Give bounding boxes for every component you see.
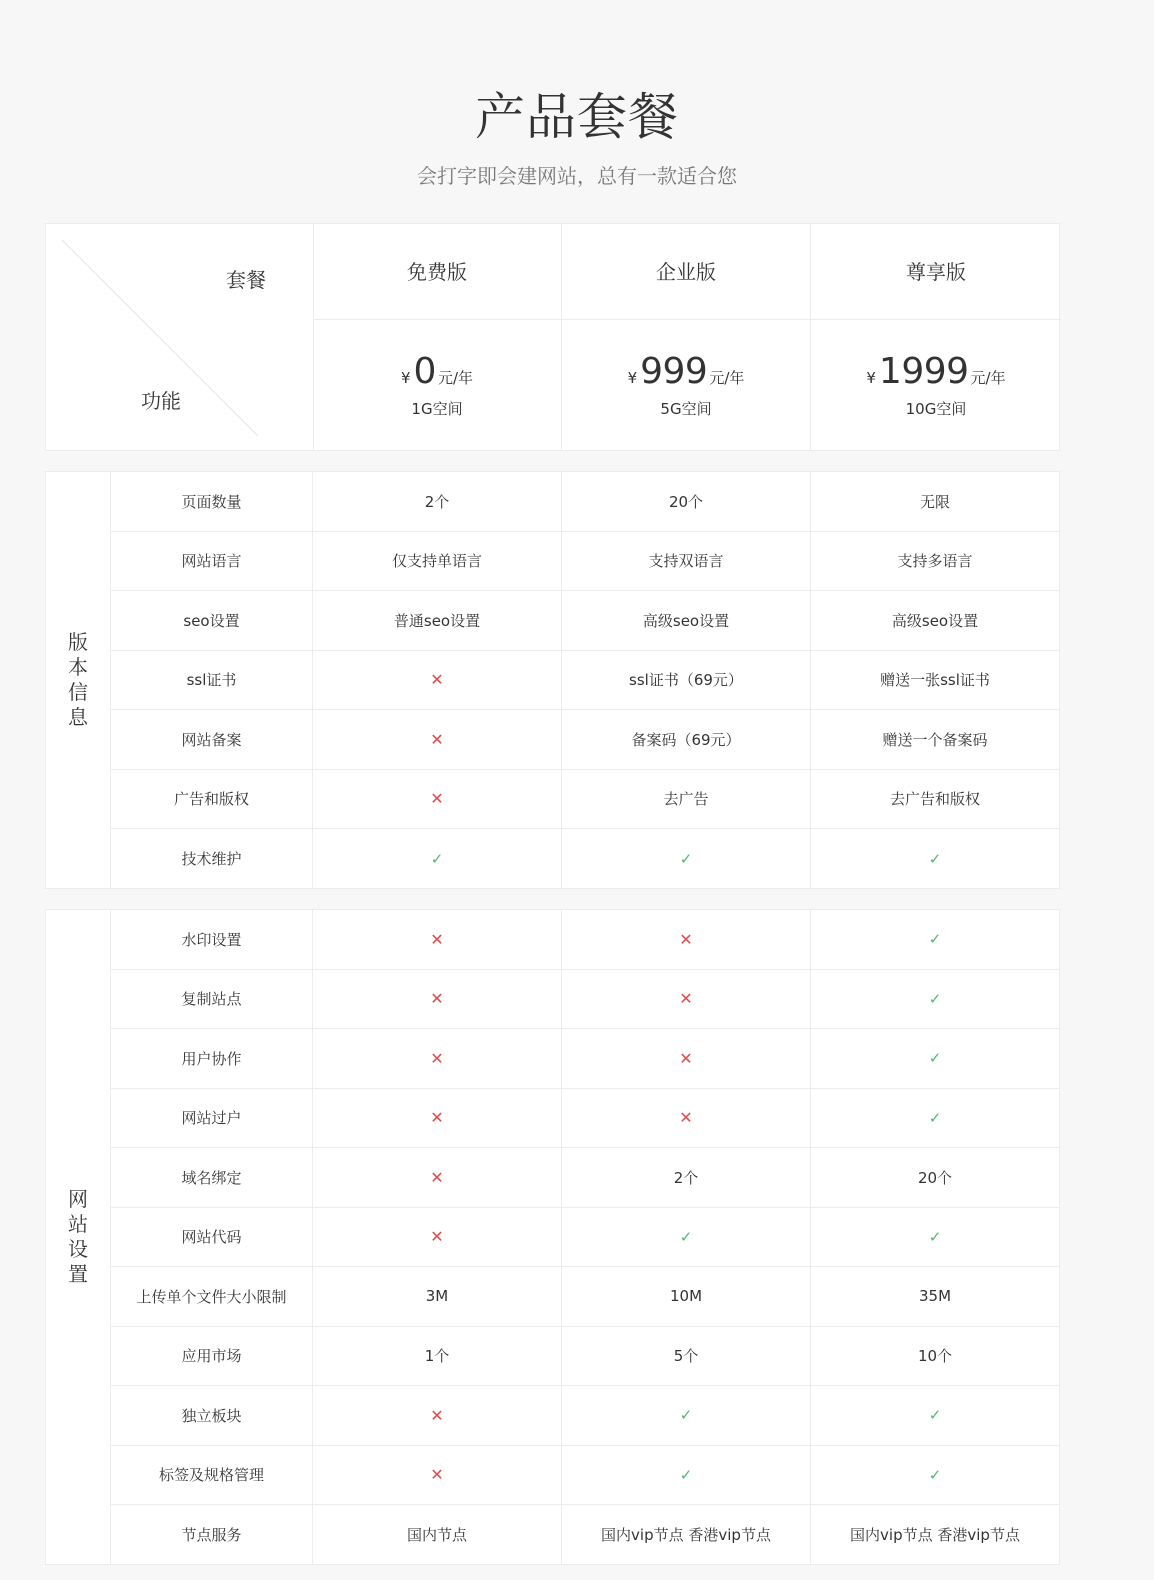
- feature-name: 网站过户: [111, 1089, 313, 1148]
- table-row: [111, 1446, 1059, 1506]
- header-corner-cell: [46, 224, 314, 450]
- price-amount: 999: [640, 351, 708, 392]
- cross-icon: ✕: [313, 1386, 562, 1445]
- feature-rows: [111, 472, 1059, 889]
- cross-icon: ✕: [562, 1089, 811, 1148]
- feature-name: 网站语言: [111, 532, 313, 591]
- check-icon: ✓: [928, 1108, 942, 1127]
- table-row: [111, 1267, 1059, 1327]
- table-row: [111, 970, 1059, 1030]
- feature-name: 域名绑定: [111, 1148, 313, 1207]
- page-subtitle: 会打字即会建网站，总有一款适合您: [417, 164, 737, 188]
- feature-name: 网站代码: [111, 1208, 313, 1267]
- feature-name: 复制站点: [111, 970, 313, 1029]
- feature-value: 备案码（69元）: [562, 710, 811, 769]
- feature-value: 国内vip节点 香港vip节点: [850, 1526, 1020, 1545]
- table-row: [111, 770, 1059, 830]
- feature-value: 10个: [917, 1347, 953, 1366]
- table-row: [111, 591, 1059, 651]
- plan-column-free: [313, 224, 562, 450]
- check-icon: ✓: [928, 930, 942, 949]
- cross-icon: ✕: [313, 1089, 562, 1148]
- price-amount: 1999: [878, 351, 969, 392]
- feature-value: 支持多语言: [897, 552, 973, 571]
- feature-value: 20个: [917, 1168, 953, 1187]
- check-icon: ✓: [928, 1049, 942, 1068]
- currency-symbol: ¥: [400, 369, 411, 387]
- feature-value: 35M: [918, 1287, 952, 1306]
- plan-price: [313, 350, 561, 394]
- feature-value: 高级seo设置: [891, 611, 979, 630]
- cross-icon: ✕: [313, 651, 562, 710]
- table-row: [111, 532, 1059, 592]
- feature-value: 国内节点: [313, 1505, 562, 1565]
- feature-value: 2个: [313, 472, 562, 531]
- cross-icon: ✕: [313, 1208, 562, 1267]
- feature-name: 技术维护: [111, 829, 313, 889]
- feature-value: 2个: [562, 1148, 811, 1207]
- plan-price: [811, 350, 1061, 394]
- cross-icon: ✕: [313, 770, 562, 829]
- price-unit: 元/年: [437, 369, 473, 387]
- feature-value: 赠送一个备案码: [882, 730, 988, 749]
- feature-value: 5个: [562, 1327, 811, 1386]
- plan-price: [562, 350, 810, 394]
- plan-space: 1G空间: [411, 400, 463, 418]
- feature-value: ssl证书（69元）: [562, 651, 811, 710]
- table-row: [111, 829, 1059, 889]
- feature-value: 3M: [313, 1267, 562, 1326]
- cross-icon: ✕: [313, 1029, 562, 1088]
- feature-value: 支持双语言: [562, 532, 811, 591]
- plan-header: [45, 223, 1060, 451]
- check-icon: ✓: [562, 1386, 811, 1445]
- feature-value: 去广告: [562, 770, 811, 829]
- table-row: [111, 1505, 1059, 1565]
- check-icon: ✓: [562, 1446, 811, 1505]
- check-icon: ✓: [928, 989, 942, 1008]
- feature-value: 国内vip节点 香港vip节点: [562, 1505, 811, 1565]
- feature-value: 20个: [562, 472, 811, 531]
- feature-value: 去广告和版权: [889, 790, 980, 809]
- feature-name: 独立板块: [111, 1386, 313, 1445]
- table-row: [111, 1327, 1059, 1387]
- check-icon: ✓: [928, 849, 942, 868]
- group-label: [46, 472, 111, 888]
- cross-icon: ✕: [313, 970, 562, 1029]
- feature-value: 普通seo设置: [313, 591, 562, 650]
- check-icon: ✓: [928, 1227, 942, 1246]
- feature-name: 上传单个文件大小限制: [111, 1267, 313, 1326]
- cross-icon: ✕: [313, 1148, 562, 1207]
- price-unit: 元/年: [970, 369, 1006, 387]
- table-row: [111, 1148, 1059, 1208]
- plan-axis-label: 套餐: [226, 268, 266, 292]
- feature-value: 赠送一张ssl证书: [880, 671, 990, 690]
- table-row: [111, 472, 1059, 532]
- price-unit: 元/年: [709, 369, 745, 387]
- plan-space: 10G空间: [905, 400, 967, 418]
- feature-value: 1个: [313, 1327, 562, 1386]
- table-row: [111, 1029, 1059, 1089]
- price-amount: 0: [413, 351, 436, 392]
- table-row: [111, 651, 1059, 711]
- feature-value: 高级seo设置: [562, 591, 811, 650]
- diagonal-divider: [46, 224, 313, 450]
- group-site-settings: [45, 909, 1060, 1565]
- feature-name: 广告和版权: [111, 770, 313, 829]
- check-icon: ✓: [928, 1465, 942, 1484]
- plan-name: 企业版: [562, 224, 810, 320]
- cross-icon: ✕: [562, 970, 811, 1029]
- check-icon: ✓: [313, 829, 562, 889]
- feature-name: 应用市场: [111, 1327, 313, 1386]
- cross-icon: ✕: [313, 910, 562, 969]
- group-label-text: 网站设置: [68, 1187, 88, 1286]
- table-row: [111, 1386, 1059, 1446]
- page-title: 产品套餐: [475, 88, 679, 146]
- feature-rows: [111, 910, 1059, 1565]
- currency-symbol: ¥: [866, 369, 876, 387]
- feature-name: ssl证书: [111, 651, 313, 710]
- group-version-info: [45, 471, 1060, 889]
- feature-name: 页面数量: [111, 472, 313, 531]
- group-label: [46, 910, 111, 1564]
- feature-value: 仅支持单语言: [313, 532, 562, 591]
- feature-name: 节点服务: [111, 1505, 313, 1565]
- table-row: [111, 710, 1059, 770]
- table-row: [111, 1089, 1059, 1149]
- plan-name: 尊享版: [811, 224, 1061, 320]
- feature-name: 用户协作: [111, 1029, 313, 1088]
- cross-icon: ✕: [562, 1029, 811, 1088]
- plan-space: 5G空间: [660, 400, 712, 418]
- feature-name: 网站备案: [111, 710, 313, 769]
- table-row: [111, 1208, 1059, 1268]
- cross-icon: ✕: [313, 1446, 562, 1505]
- check-icon: ✓: [562, 1208, 811, 1267]
- plan-column-premium: [811, 224, 1061, 450]
- cross-icon: ✕: [313, 710, 562, 769]
- check-icon: ✓: [562, 829, 811, 889]
- currency-symbol: ¥: [627, 369, 638, 387]
- feature-name: 水印设置: [111, 910, 313, 969]
- group-label-text: 版本信息: [68, 630, 88, 729]
- feature-value: 10M: [562, 1267, 811, 1326]
- feature-value: 无限: [919, 492, 950, 511]
- feature-name: seo设置: [111, 591, 313, 650]
- check-icon: ✓: [928, 1406, 942, 1425]
- cross-icon: ✕: [562, 910, 811, 969]
- table-row: [111, 910, 1059, 970]
- feature-axis-label: 功能: [141, 389, 181, 413]
- feature-name: 标签及规格管理: [111, 1446, 313, 1505]
- plan-column-enterprise: [562, 224, 811, 450]
- plan-name: 免费版: [313, 224, 561, 320]
